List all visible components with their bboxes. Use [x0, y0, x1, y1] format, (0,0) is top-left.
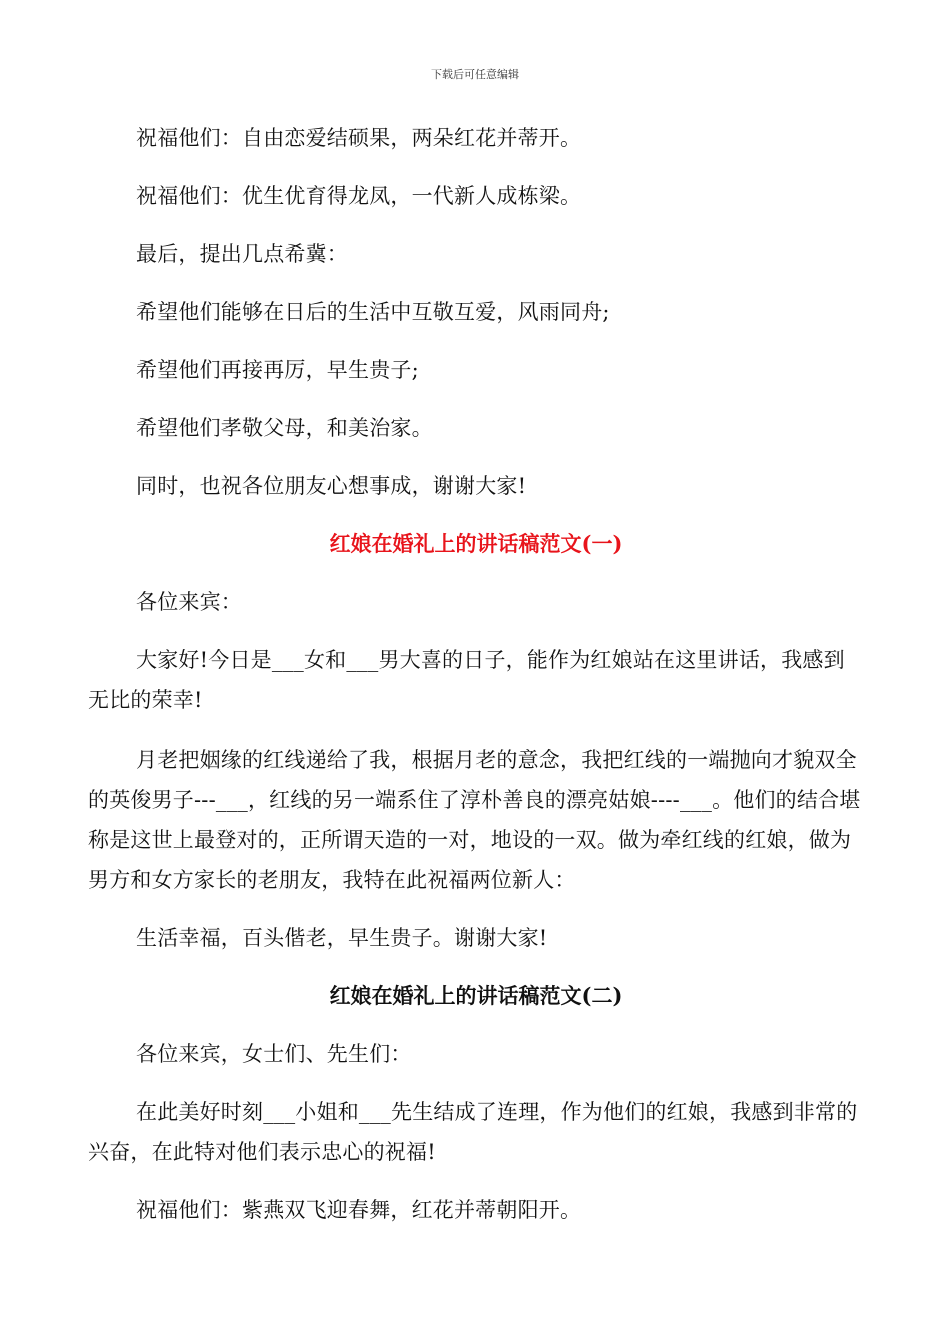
paragraph: 希望他们再接再厉，早生贵子;: [136, 358, 419, 382]
paragraph: 各位来宾，女士们、先生们：: [136, 1042, 412, 1066]
paragraph: 同时，也祝各位朋友心想事成，谢谢大家!: [136, 474, 527, 498]
paragraph: 各位来宾：: [136, 590, 242, 614]
document-body: [88, 118, 864, 1230]
section-title-2: 红娘在婚礼上的讲话稿范文(二): [329, 983, 623, 1008]
section-title-1: 红娘在婚礼上的讲话稿范文(一): [329, 531, 623, 556]
paragraph: 希望他们孝敬父母，和美治家。: [136, 416, 433, 440]
paragraph: 希望他们能够在日后的生活中互敬互爱，风雨同舟;: [136, 300, 610, 324]
paragraph: 生活幸福，百头偕老，早生贵子。谢谢大家!: [136, 926, 548, 950]
paragraph: 祝福他们：优生优育得龙凤，一代新人成栋梁。: [136, 184, 582, 208]
paragraph: 月老把姻缘的红线递给了我，根据月老的意念，我把红线的一端抛向才貌双全的英俊男子---___，红线的另一端系住了淳朴善良的漂亮姑娘----___。他们的结合堪称是这世上最登对的，正所谓天造的一对，地设的一双。做为牵红线的红娘，做为男方和女方家长的老朋友，我特在此祝福两位新人：: [88, 748, 861, 892]
paragraph: 最后，提出几点希冀：: [136, 242, 348, 266]
paragraph: 在此美好时刻___小姐和___先生结成了连理，作为他们的红娘，我感到非常的兴奋，在此特对他们表示忠心的祝福!: [88, 1100, 858, 1164]
paragraph: 祝福他们：紫燕双飞迎春舞，红花并蒂朝阳开。: [136, 1198, 582, 1222]
paragraph: 祝福他们：自由恋爱结硕果，两朵红花并蒂开。: [136, 126, 582, 150]
page-header: 下载后可任意编辑: [431, 68, 519, 81]
paragraph: 大家好!今日是___女和___男大喜的日子，能作为红娘站在这里讲话，我感到无比的荣幸!: [88, 648, 845, 712]
